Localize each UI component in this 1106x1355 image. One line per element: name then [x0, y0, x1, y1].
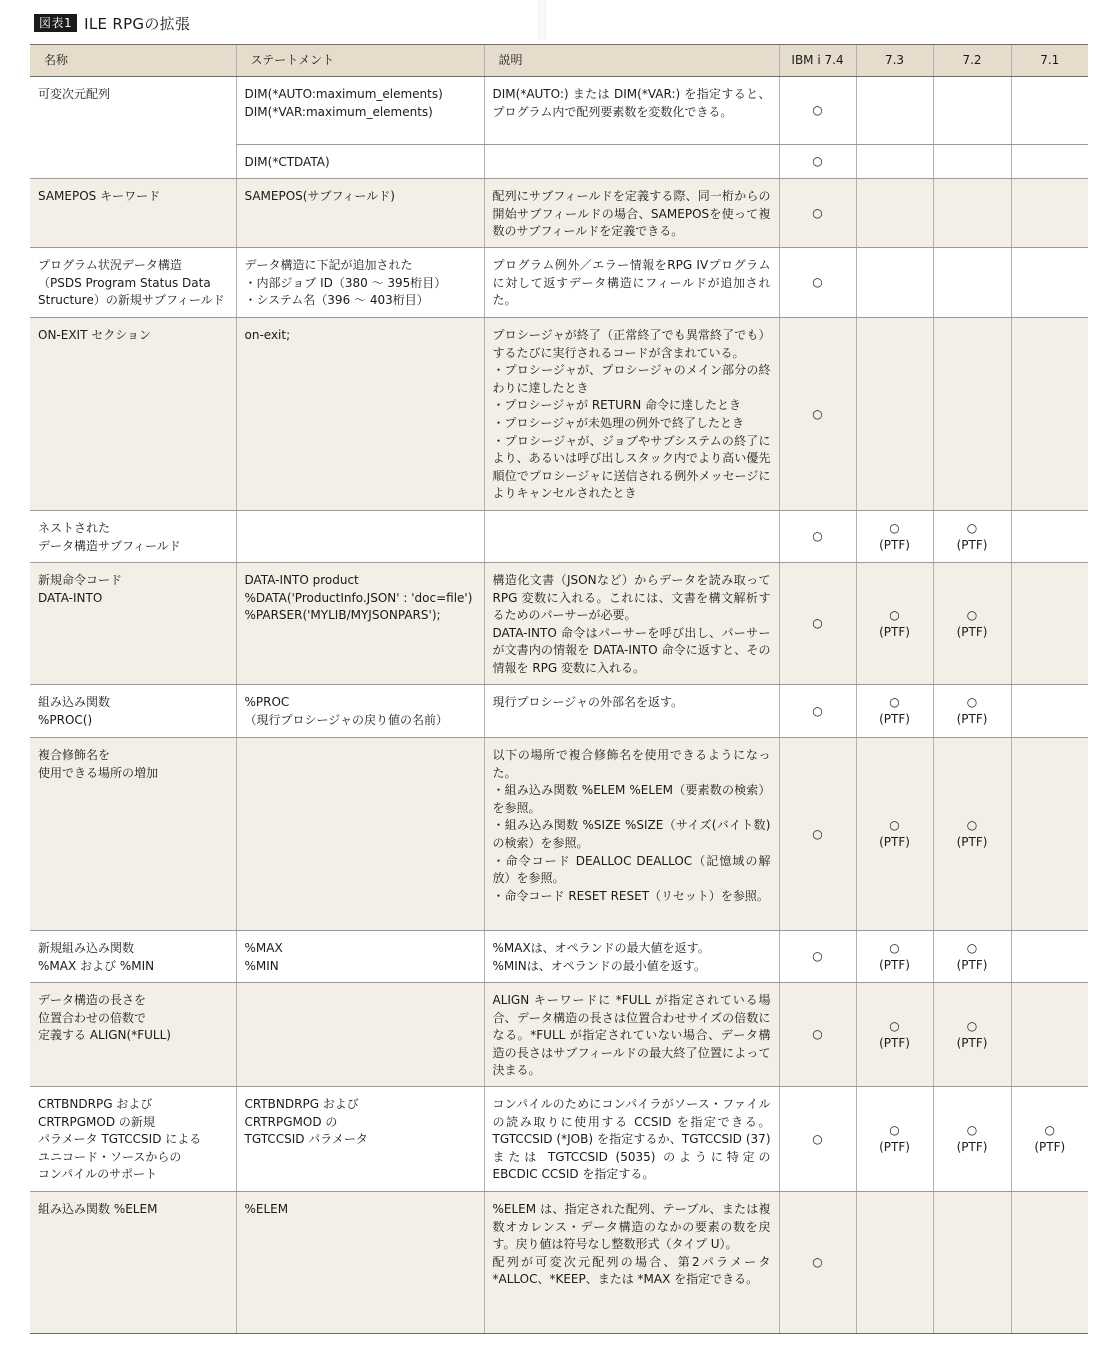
cell-support-72: ○ (PTF): [933, 983, 1011, 1087]
cell-support-73: ○ (PTF): [856, 983, 933, 1087]
cell-support-72: [933, 179, 1011, 248]
cell-support-74: ○: [779, 318, 856, 511]
cell-statement: [236, 511, 484, 563]
cell-support-74: ○: [779, 145, 856, 179]
cell-description: [484, 145, 779, 179]
cell-support-73: ○ (PTF): [856, 1087, 933, 1192]
cell-description: 現行プロシージャの外部名を返す。: [484, 685, 779, 738]
cell-support-72: ○ (PTF): [933, 738, 1011, 931]
cell-support-72: ○ (PTF): [933, 1087, 1011, 1192]
cell-support-71: [1011, 248, 1088, 318]
cell-support-71: [1011, 145, 1088, 179]
cell-support-74: ○: [779, 511, 856, 563]
cell-support-71: [1011, 685, 1088, 738]
cell-support-71: [1011, 738, 1088, 931]
cell-description: DIM(*AUTO:) または DIM(*VAR:) を指定すると、プログラム内で配列要素数を変数化できる。: [484, 77, 779, 145]
cell-support-74: ○: [779, 983, 856, 1087]
header-statement: ステートメント: [236, 45, 484, 77]
cell-support-72: [933, 318, 1011, 511]
cell-name: [30, 145, 236, 179]
cell-description: コンパイルのためにコンパイラがソース・ファイルの読み取りに使用する CCSID を指定できる。TGTCCSID (*JOB) を指定するか、TGTCCSID (37) または TGTCCSID (5035) のように特定の EBCDIC CCSID を指定する。: [484, 1087, 779, 1192]
cell-statement: [236, 738, 484, 931]
cell-description: プログラム例外／エラー情報をRPG IVプログラムに対して返すデータ構造にフィールドが追加された。: [484, 248, 779, 318]
cell-statement: SAMEPOS(サブフィールド): [236, 179, 484, 248]
table-row: [30, 685, 1088, 738]
cell-statement: %MAX %MIN: [236, 931, 484, 983]
cell-support-71: [1011, 77, 1088, 145]
cell-description: プロシージャが終了（正常終了でも異常終了でも）するたびに実行されるコードが含まれている。 ・プロシージャが、プロシージャのメイン部分の終わりに達したとき ・プロシージャが RETURN 命令に達したとき ・プロシージャが未処理の例外で終了したとき ・プロシージャが、ジョブやサブシステムの終了により、あるいは呼び出しスタック内でより高い優先順位でプロシージャに送信される例外メッセージによりキャンセルされたとき: [484, 318, 779, 511]
cell-support-73: [856, 77, 933, 145]
cell-support-73: [856, 145, 933, 179]
cell-description: %MAXは、オペランドの最大値を返す。 %MINは、オペランドの最小値を返す。: [484, 931, 779, 983]
cell-description: ALIGN キーワードに *FULL が指定されている場合、データ構造の長さは位置合わせサイズの倍数になる。*FULL が指定されていない場合、データ構造の長さはサブフィールドの最大終了位置によって決まる。: [484, 983, 779, 1087]
cell-support-72: ○ (PTF): [933, 685, 1011, 738]
cell-name: ネストされた データ構造サブフィールド: [30, 511, 236, 563]
cell-name: データ構造の長さを 位置合わせの倍数で 定義する ALIGN(*FULL): [30, 983, 236, 1087]
cell-support-73: ○ (PTF): [856, 931, 933, 983]
cell-support-71: [1011, 1192, 1088, 1334]
cell-support-72: [933, 1192, 1011, 1334]
cell-support-71: [1011, 511, 1088, 563]
cell-statement: データ構造に下記が追加された ・内部ジョブ ID（380 ～ 395桁目） ・システム名（396 ～ 403桁目）: [236, 248, 484, 318]
figure-badge: 図表1: [34, 14, 77, 32]
cell-support-72: ○ (PTF): [933, 931, 1011, 983]
cell-name: 新規組み込み関数 %MAX および %MIN: [30, 931, 236, 983]
table-row: [30, 563, 1088, 685]
header-ibmi-74: IBM i 7.4: [779, 45, 856, 77]
cell-support-72: [933, 248, 1011, 318]
figure-title-text: ILE RPGの拡張: [84, 14, 191, 33]
rpg-extensions-table: [30, 44, 1088, 1334]
cell-statement: [236, 983, 484, 1087]
table-row: [30, 931, 1088, 983]
table-row: [30, 248, 1088, 318]
cell-statement: on-exit;: [236, 318, 484, 511]
header-73: 7.3: [856, 45, 933, 77]
cell-support-71: [1011, 983, 1088, 1087]
cell-name: ON-EXIT セクション: [30, 318, 236, 511]
table-row: [30, 77, 1088, 145]
cell-support-73: [856, 1192, 933, 1334]
cell-name: プログラム状況データ構造 （PSDS Program Status Data Structure）の新規サブフィールド: [30, 248, 236, 318]
cell-description: 構造化文書（JSONなど）からデータを読み取って RPG 変数に入れる。これには、文書を構文解析するためのパーサーが必要。 DATA-INTO 命令はパーサーを呼び出し、パーサーが文書内の情報を DATA-INTO 命令に返すと、その情報を RPG 変数に入れる。: [484, 563, 779, 685]
cell-support-73: ○ (PTF): [856, 563, 933, 685]
page-gutter: [538, 0, 546, 40]
header-72: 7.2: [933, 45, 1011, 77]
cell-support-74: ○: [779, 248, 856, 318]
cell-support-71: [1011, 931, 1088, 983]
cell-support-73: [856, 179, 933, 248]
header-row: [30, 45, 1088, 77]
cell-support-72: ○ (PTF): [933, 511, 1011, 563]
cell-support-74: ○: [779, 931, 856, 983]
figure-title: [34, 13, 190, 33]
cell-support-72: [933, 145, 1011, 179]
header-description: 説明: [484, 45, 779, 77]
cell-support-74: ○: [779, 738, 856, 931]
cell-support-73: ○ (PTF): [856, 685, 933, 738]
cell-support-71: [1011, 318, 1088, 511]
cell-statement: DATA-INTO product %DATA('ProductInfo.JSON' : 'doc=file') %PARSER('MYLIB/MYJSONPARS');: [236, 563, 484, 685]
cell-statement: CRTBNDRPG および CRTRPGMOD の TGTCCSID パラメータ: [236, 1087, 484, 1192]
cell-name: 新規命令コード DATA-INTO: [30, 563, 236, 685]
table-row: [30, 983, 1088, 1087]
cell-name: SAMEPOS キーワード: [30, 179, 236, 248]
table-row: [30, 145, 1088, 179]
table-row: [30, 179, 1088, 248]
cell-name: 可変次元配列: [38, 87, 111, 101]
cell-support-73: [856, 248, 933, 318]
cell-name: 複合修飾名を 使用できる場所の増加: [30, 738, 236, 931]
cell-description: [484, 511, 779, 563]
table-row: [30, 1192, 1088, 1334]
cell-description: %ELEM は、指定された配列、テーブル、または複数オカレンス・データ構造のなかの要素の数を戻す。戻り値は符号なし整数形式（タイプ U）。 配列が可変次元配列の場合、第2パラメータ *ALLOC、*KEEP、または *MAX を指定できる。: [484, 1192, 779, 1334]
cell-name: CRTBNDRPG および CRTRPGMOD の新規 パラメータ TGTCCSID による ユニコード・ソースからの コンパイルのサポート: [30, 1087, 236, 1192]
cell-description: 配列にサブフィールドを定義する際、同一桁からの開始サブフィールドの場合、SAMEPOSを使って複数のサブフィールドを定義できる。: [484, 179, 779, 248]
cell-support-74: ○: [779, 77, 856, 145]
cell-support-71: [1011, 179, 1088, 248]
header-71: 7.1: [1011, 45, 1088, 77]
cell-statement: %PROC （現行プロシージャの戻り値の名前）: [236, 685, 484, 738]
cell-support-74: ○: [779, 685, 856, 738]
header-name: 名称: [30, 45, 236, 77]
cell-support-73: [856, 318, 933, 511]
cell-support-72: ○ (PTF): [933, 563, 1011, 685]
cell-support-74: ○: [779, 179, 856, 248]
cell-statement: DIM(*AUTO:maximum_elements) DIM(*VAR:maximum_elements): [236, 77, 484, 145]
cell-support-74: ○: [779, 1192, 856, 1334]
table-row: [30, 1087, 1088, 1192]
cell-support-72: [933, 77, 1011, 145]
cell-support-74: ○: [779, 1087, 856, 1192]
table-row: [30, 511, 1088, 563]
cell-support-71: ○ (PTF): [1011, 1087, 1088, 1192]
cell-support-71: [1011, 563, 1088, 685]
table-row: [30, 318, 1088, 511]
cell-support-73: ○ (PTF): [856, 738, 933, 931]
cell-support-73: ○ (PTF): [856, 511, 933, 563]
table-row: [30, 738, 1088, 931]
cell-statement: %ELEM: [236, 1192, 484, 1334]
cell-statement: DIM(*CTDATA): [236, 145, 484, 179]
cell-name: 組み込み関数 %ELEM: [30, 1192, 236, 1334]
cell-description: 以下の場所で複合修飾名を使用できるようになった。 ・組み込み関数 %ELEM %ELEM（要素数の検索）を参照。 ・組み込み関数 %SIZE %SIZE（サイズ(バイト数)の検索）を参照。 ・命令コード DEALLOC DEALLOC（記憶域の解放）を参照。 ・命令コード RESET RESET（リセット）を参照。: [484, 738, 779, 931]
cell-support-74: ○: [779, 563, 856, 685]
cell-name: 組み込み関数 %PROC(): [30, 685, 236, 738]
